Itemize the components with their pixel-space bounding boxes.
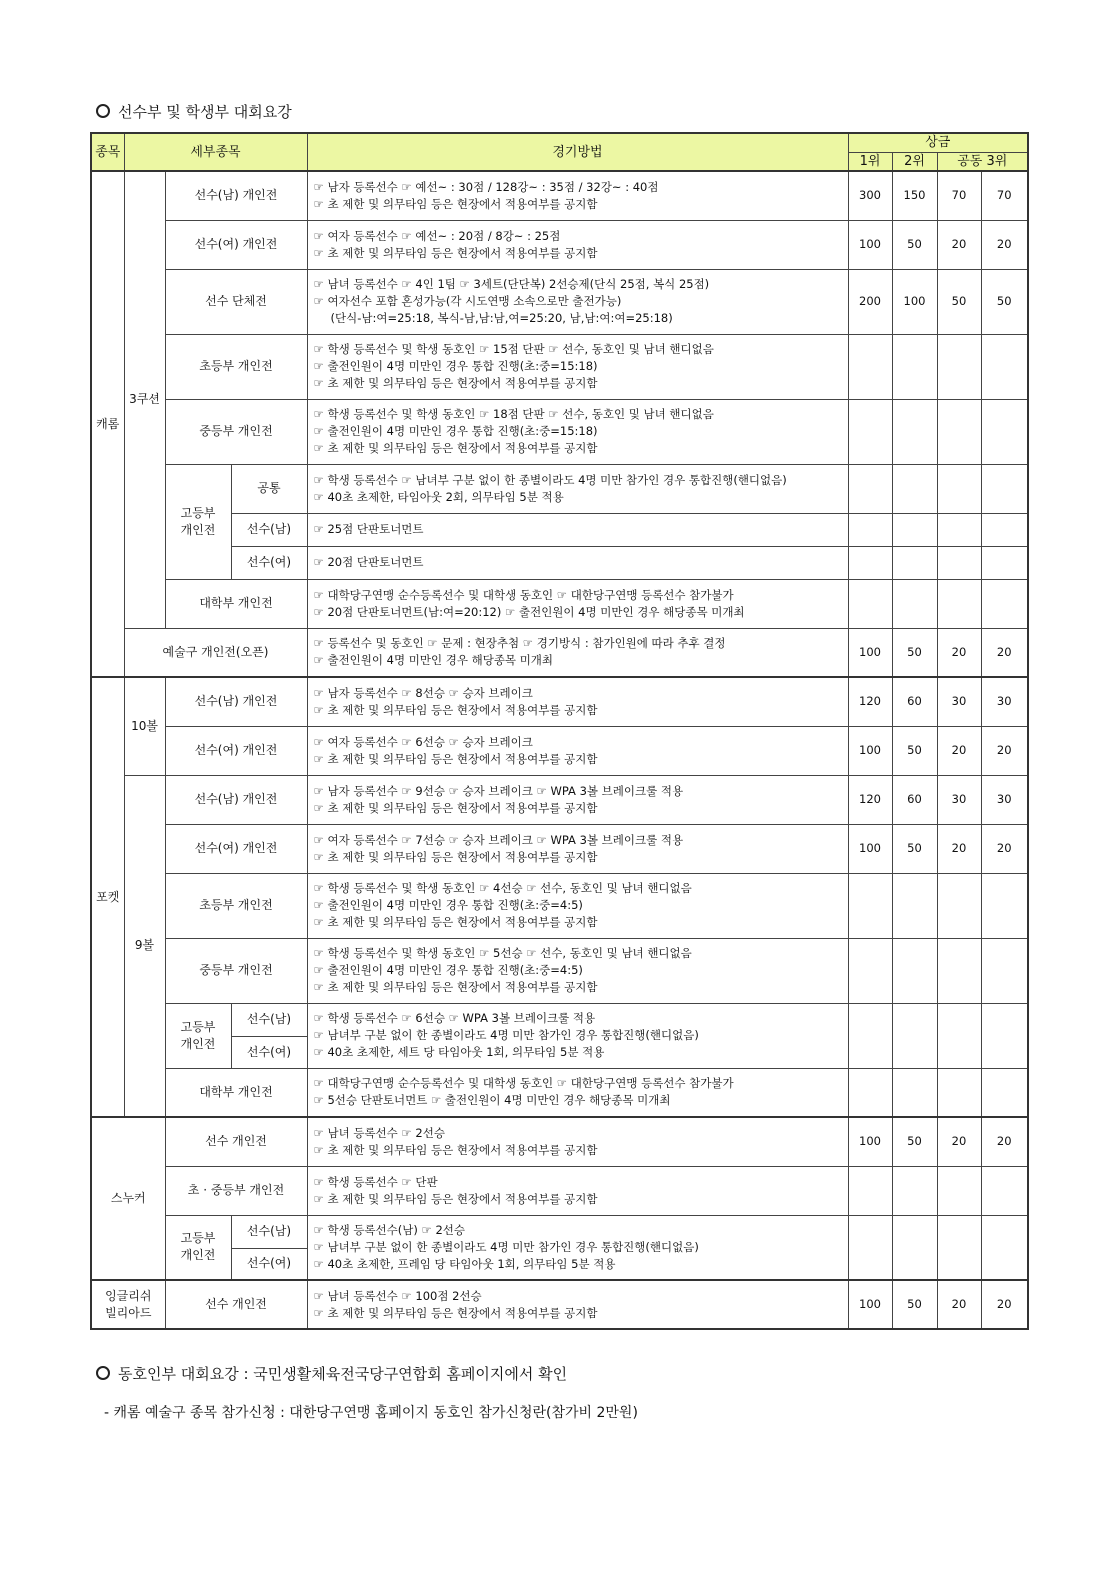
event-sub-female: 선수(여) [231, 546, 307, 579]
category-carom: 캐롬 [91, 171, 124, 677]
prize-third-a: 50 [937, 269, 981, 334]
method-cell: ☞ 남녀 등록선수 ☞ 100점 2선승 ☞ 초 제한 및 의무타임 등은 현장에서 적용여부를 공지함 [307, 1280, 848, 1329]
event-name: 선수(여) 개인전 [165, 824, 307, 873]
section-heading-athletes [96, 101, 292, 122]
prize-third-b: 20 [981, 1117, 1028, 1166]
header-category: 종목 [91, 133, 124, 171]
prize-third-a: 70 [937, 171, 981, 220]
prize-second: 50 [892, 628, 937, 677]
method-cell: ☞ 학생 등록선수 및 학생 동호인 ☞ 18점 단판 ☞ 선수, 동호인 및 남녀 핸디없음 ☞ 출전인원이 4명 미만인 경우 통합 진행(초:중=15:18) ☞ 초 제한 및 의무타임 등은 현장에서 적용여부를 공지함 [307, 399, 848, 464]
method-cell: ☞ 25점 단판토너먼트 [307, 513, 848, 546]
prize-second: 50 [892, 726, 937, 775]
prize-first: 300 [848, 171, 892, 220]
table-row [91, 1117, 1028, 1166]
header-second: 2위 [892, 152, 937, 171]
registration-note: - 캐롬 예술구 종목 참가신청 : 대한당구연맹 홈페이지 동호인 참가신청란(참가비 2만원) [104, 1405, 638, 1421]
event-name: 예술구 개인전(오픈) [124, 628, 307, 677]
table-row [91, 677, 1028, 726]
method-cell: ☞ 여자 등록선수 ☞ 7선승 ☞ 승자 브레이크 ☞ WPA 3볼 브레이크룰 적용 ☞ 초 제한 및 의무타임 등은 현장에서 적용여부를 공지함 [307, 824, 848, 873]
subcategory-ten-ball: 10볼 [124, 677, 165, 775]
table-row [91, 726, 1028, 775]
table-row [91, 873, 1028, 938]
prize-first: 100 [848, 1117, 892, 1166]
table-row [91, 1166, 1028, 1215]
table-row [91, 579, 1028, 628]
category-english-billiards: 잉글리쉬 빌리아드 [91, 1280, 165, 1329]
prize-third-a: 20 [937, 726, 981, 775]
event-name: 초등부 개인전 [165, 334, 307, 399]
event-name: 초등부 개인전 [165, 873, 307, 938]
event-sub-male: 선수(남) [231, 1003, 307, 1036]
event-sub-female: 선수(여) [231, 1248, 307, 1280]
event-name: 선수 단체전 [165, 269, 307, 334]
prize-third-a: 20 [937, 824, 981, 873]
section-heading-text: 선수부 및 학생부 대회요강 [118, 103, 292, 121]
category-snooker: 스누커 [91, 1117, 165, 1280]
prize-third-b: 50 [981, 269, 1028, 334]
high-school-label: 고등부 개인전 [165, 1003, 231, 1068]
prize-second: 100 [892, 269, 937, 334]
method-cell: ☞ 남자 등록선수 ☞ 예선~ : 30점 / 128강~ : 35점 / 32강~ : 40점 ☞ 초 제한 및 의무타임 등은 현장에서 적용여부를 공지함 [307, 171, 848, 220]
prize-second: 50 [892, 824, 937, 873]
prize-first: 100 [848, 1280, 892, 1329]
method-cell: ☞ 남녀 등록선수 ☞ 4인 1팀 ☞ 3세트(단단복) 2선승제(단식 25점, 복식 25점) ☞ 여자선수 포함 혼성가능(각 시도연맹 소속으로만 출전가능) (단식-남:여=25:18, 복식-남,남:남,여=25:20, 남,남:여:여=25:18) [307, 269, 848, 334]
event-name: 선수(여) 개인전 [165, 220, 307, 269]
prize-third-b: 20 [981, 220, 1028, 269]
prize-first: 120 [848, 775, 892, 824]
method-cell: ☞ 남녀 등록선수 ☞ 2선승 ☞ 초 제한 및 의무타임 등은 현장에서 적용여부를 공지함 [307, 1117, 848, 1166]
header-prize: 상금 [848, 133, 1028, 152]
method-cell: ☞ 학생 등록선수 ☞ 6선승 ☞ WPA 3볼 브레이크룰 적용 ☞ 남녀부 구분 없이 한 종별이라도 4명 미만 참가인 경우 통합진행(핸디없음) ☞ 40초 초제한, 세트 당 타임아웃 1회, 의무타임 5분 적용 [307, 1003, 848, 1068]
prize-third-b: 30 [981, 677, 1028, 726]
prize-second: 150 [892, 171, 937, 220]
table-row [91, 824, 1028, 873]
event-name: 중등부 개인전 [165, 938, 307, 1003]
prize-second: 50 [892, 1280, 937, 1329]
event-name: 선수(여) 개인전 [165, 726, 307, 775]
prize-first: 100 [848, 628, 892, 677]
prize-third-a: 30 [937, 775, 981, 824]
high-school-label: 고등부 개인전 [165, 1215, 231, 1280]
prize-first: 200 [848, 269, 892, 334]
event-name: 선수(남) 개인전 [165, 677, 307, 726]
event-name: 선수 개인전 [165, 1117, 307, 1166]
table-row [91, 220, 1028, 269]
table-row [91, 464, 1028, 513]
event-name: 선수(남) 개인전 [165, 775, 307, 824]
header-subcategory: 세부종목 [124, 133, 307, 171]
method-cell: ☞ 남자 등록선수 ☞ 8선승 ☞ 승자 브레이크 ☞ 초 제한 및 의무타임 등은 현장에서 적용여부를 공지함 [307, 677, 848, 726]
method-cell: ☞ 학생 등록선수(남) ☞ 2선승 ☞ 남녀부 구분 없이 한 종별이라도 4명 미만 참가인 경우 통합진행(핸디없음) ☞ 40초 초제한, 프레임 당 타임아웃 1회, 의무타임 5분 적용 [307, 1215, 848, 1280]
table-row [91, 399, 1028, 464]
method-cell: ☞ 학생 등록선수 및 학생 동호인 ☞ 5선승 ☞ 선수, 동호인 및 남녀 핸디없음 ☞ 출전인원이 4명 미만인 경우 통합 진행(초:중=4:5) ☞ 초 제한 및 의무타임 등은 현장에서 적용여부를 공지함 [307, 938, 848, 1003]
table-row [91, 1215, 1028, 1248]
table-row [91, 1003, 1028, 1036]
prize-third-a: 20 [937, 220, 981, 269]
prize-third-a: 20 [937, 1117, 981, 1166]
table-row [91, 938, 1028, 1003]
prize-second: 60 [892, 677, 937, 726]
header-third: 공동 3위 [937, 152, 1028, 171]
prize-third-b: 20 [981, 628, 1028, 677]
event-sub-male: 선수(남) [231, 1215, 307, 1248]
circle-bullet-icon [96, 1366, 110, 1380]
prize-first: 100 [848, 220, 892, 269]
prize-third-b: 20 [981, 726, 1028, 775]
prize-third-b: 30 [981, 775, 1028, 824]
method-cell: ☞ 학생 등록선수 ☞ 남녀부 구분 없이 한 종별이라도 4명 미만 참가인 경우 통합진행(핸디없음) ☞ 40초 초제한, 타임아웃 2회, 의무타임 5분 적용 [307, 464, 848, 513]
table-row [91, 1280, 1028, 1329]
event-name: 대학부 개인전 [165, 579, 307, 628]
method-cell: ☞ 여자 등록선수 ☞ 6선승 ☞ 승자 브레이크 ☞ 초 제한 및 의무타임 등은 현장에서 적용여부를 공지함 [307, 726, 848, 775]
circle-bullet-icon [96, 104, 110, 118]
method-cell: ☞ 20점 단판토너먼트 [307, 546, 848, 579]
subcategory-three-cushion: 3쿠션 [124, 171, 165, 628]
prize-second: 60 [892, 775, 937, 824]
header-first: 1위 [848, 152, 892, 171]
event-sub-female: 선수(여) [231, 1036, 307, 1068]
competition-rules-table [90, 132, 1029, 1330]
method-cell: ☞ 남자 등록선수 ☞ 9선승 ☞ 승자 브레이크 ☞ WPA 3볼 브레이크룰 적용 ☞ 초 제한 및 의무타임 등은 현장에서 적용여부를 공지함 [307, 775, 848, 824]
prize-second: 50 [892, 1117, 937, 1166]
event-sub-common: 공통 [231, 464, 307, 513]
prize-third-a: 20 [937, 1280, 981, 1329]
prize-third-b: 20 [981, 1280, 1028, 1329]
event-name: 선수 개인전 [165, 1280, 307, 1329]
prize-first: 100 [848, 726, 892, 775]
method-cell: ☞ 학생 등록선수 ☞ 단판 ☞ 초 제한 및 의무타임 등은 현장에서 적용여부를 공지함 [307, 1166, 848, 1215]
method-cell: ☞ 여자 등록선수 ☞ 예선~ : 20점 / 8강~ : 25점 ☞ 초 제한 및 의무타임 등은 현장에서 적용여부를 공지함 [307, 220, 848, 269]
table-row [91, 171, 1028, 220]
method-cell: ☞ 학생 등록선수 및 학생 동호인 ☞ 4선승 ☞ 선수, 동호인 및 남녀 핸디없음 ☞ 출전인원이 4명 미만인 경우 통합 진행(초:중=4:5) ☞ 초 제한 및 의무타임 등은 현장에서 적용여부를 공지함 [307, 873, 848, 938]
prize-first: 100 [848, 824, 892, 873]
table-row [91, 628, 1028, 677]
method-cell: ☞ 등록선수 및 동호인 ☞ 문제 : 현장추첨 ☞ 경기방식 : 참가인원에 따라 추후 결정 ☞ 출전인원이 4명 미만인 경우 해당종목 미개최 [307, 628, 848, 677]
method-cell: ☞ 대학당구연맹 순수등록선수 및 대학생 동호인 ☞ 대한당구연맹 등록선수 참가불가 ☞ 20점 단판토너먼트(남:여=20:12) ☞ 출전인원이 4명 미만인 경우 해당종목 미개최 [307, 579, 848, 628]
event-name: 선수(남) 개인전 [165, 171, 307, 220]
prize-third-a: 20 [937, 628, 981, 677]
method-cell: ☞ 대학당구연맹 순수등록선수 및 대학생 동호인 ☞ 대한당구연맹 등록선수 참가불가 ☞ 5선승 단판토너먼트 ☞ 출전인원이 4명 미만인 경우 해당종목 미개최 [307, 1068, 848, 1117]
prize-second: 50 [892, 220, 937, 269]
prize-third-b: 20 [981, 824, 1028, 873]
event-name: 대학부 개인전 [165, 1068, 307, 1117]
category-pocket: 포켓 [91, 677, 124, 1117]
event-sub-male: 선수(남) [231, 513, 307, 546]
method-cell: ☞ 학생 등록선수 및 학생 동호인 ☞ 15점 단판 ☞ 선수, 동호인 및 남녀 핸디없음 ☞ 출전인원이 4명 미만인 경우 통합 진행(초:중=15:18) ☞ 초 제한 및 의무타임 등은 현장에서 적용여부를 공지함 [307, 334, 848, 399]
section-heading-amateur [96, 1363, 567, 1384]
event-name: 중등부 개인전 [165, 399, 307, 464]
subcategory-nine-ball: 9볼 [124, 775, 165, 1117]
table-row [91, 546, 1028, 579]
prize-third-a: 30 [937, 677, 981, 726]
table-row [91, 513, 1028, 546]
high-school-label: 고등부 개인전 [165, 464, 231, 579]
table-row [91, 269, 1028, 334]
table-row [91, 334, 1028, 399]
table-row [91, 775, 1028, 824]
prize-first: 120 [848, 677, 892, 726]
event-name: 초 · 중등부 개인전 [165, 1166, 307, 1215]
header-method: 경기방법 [307, 133, 848, 171]
table-row [91, 1068, 1028, 1117]
section-heading-text: 동호인부 대회요강 : 국민생활체육전국당구연합회 홈페이지에서 확인 [118, 1365, 568, 1383]
prize-third-b: 70 [981, 171, 1028, 220]
